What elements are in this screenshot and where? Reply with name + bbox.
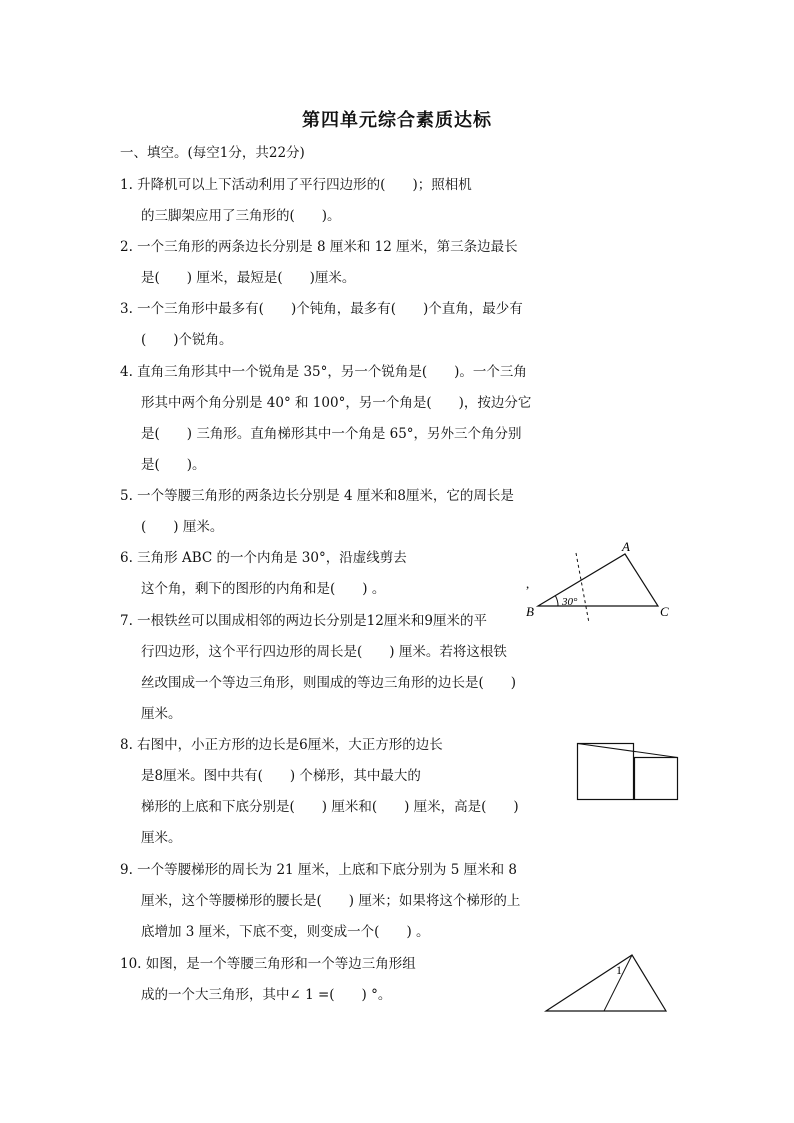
diagonal-line <box>578 744 678 758</box>
label-c: C <box>660 604 669 619</box>
page-title: 第四单元综合素质达标 <box>302 110 492 131</box>
stray-mark: , <box>526 576 530 591</box>
cut-dashed-line <box>576 553 589 623</box>
squares-figure <box>575 740 685 806</box>
big-triangle-outline <box>546 955 666 1011</box>
big-square <box>578 744 634 800</box>
question-7-line-3: 丝改围成一个等边三角形，则围成的等边三角形的边长是( ) <box>141 675 517 691</box>
question-1-line-1: 1. 升降机可以上下活动利用了平行四边形的( )；照相机 <box>120 177 472 193</box>
question-3-line-2: ( )个锐角。 <box>141 332 233 348</box>
question-4-line-4: 是( )。 <box>141 457 206 473</box>
angle-label-30: 30° <box>562 596 578 608</box>
question-9-line-1: 9. 一个等腰梯形的周长为 21 厘米，上底和下底分别为 5 厘米和 8 <box>120 862 517 878</box>
question-8-line-3: 梯形的上底和下底分别是( ) 厘米和( ) 厘米，高是( ) <box>141 799 519 815</box>
question-9-line-2: 厘米，这个等腰梯形的腰长是( ) 厘米；如果将这个梯形的上 <box>141 893 521 909</box>
question-7-line-1: 7. 一根铁丝可以围成相邻的两边长分别是12厘米和9厘米的平 <box>120 613 487 629</box>
question-9-line-3: 底增加 3 厘米，下底不变，则变成一个( ) 。 <box>141 924 430 940</box>
question-3-line-1: 3. 一个三角形中最多有( )个钝角，最多有( )个直角，最少有 <box>120 301 523 317</box>
question-8-line-4: 厘米。 <box>141 830 182 846</box>
question-2-line-1: 2. 一个三角形的两条边长分别是 8 厘米和 12 厘米，第三条边最长 <box>120 239 518 255</box>
question-1-line-2: 的三脚架应用了三角形的( )。 <box>141 208 341 224</box>
angle-1-label: 1 <box>616 963 622 977</box>
composite-triangle-figure <box>540 950 670 1015</box>
triangle-abc-figure <box>520 535 680 625</box>
small-square <box>635 758 678 800</box>
question-6-line-2: 这个角，剩下的图形的内角和是( ) 。 <box>141 581 386 597</box>
question-10-line-1: 10. 如图，是一个等腰三角形和一个等边三角形组 <box>120 956 416 972</box>
question-4-line-2: 形其中两个角分别是 40° 和 100°，另一个角是( )，按边分它 <box>141 395 532 411</box>
question-6-line-1: 6. 三角形 ABC 的一个内角是 30°，沿虚线剪去 <box>120 550 407 566</box>
question-4-line-1: 4. 直角三角形其中一个锐角是 35°，另一个锐角是( )。一个三角 <box>120 364 527 380</box>
label-b: B <box>526 604 534 619</box>
question-8-line-1: 8. 右图中，小正方形的边长是6厘米，大正方形的边长 <box>120 737 443 753</box>
question-7-line-4: 厘米。 <box>141 706 182 722</box>
question-5-line-1: 5. 一个等腰三角形的两条边长分别是 4 厘米和8厘米，它的周长是 <box>120 488 514 504</box>
question-8-line-2: 是8厘米。图中共有( ) 个梯形，其中最大的 <box>141 768 421 784</box>
question-10-line-2: 成的一个大三角形，其中∠ 1 =( ) °。 <box>141 987 392 1003</box>
label-a: A <box>622 539 630 554</box>
question-4-line-3: 是( ) 三角形。直角梯形其中一个角是 65°，另外三个角分别 <box>141 426 522 442</box>
section-heading: 一、填空。(每空1分，共22分) <box>120 145 305 161</box>
triangle-abc-outline <box>538 554 658 606</box>
question-5-line-2: ( ) 厘米。 <box>141 519 224 535</box>
question-7-line-2: 行四边形，这个平行四边形的周长是( ) 厘米。若将这根铁 <box>141 644 507 660</box>
angle-arc <box>556 596 559 606</box>
question-2-line-2: 是( ) 厘米，最短是( )厘米。 <box>141 270 356 286</box>
